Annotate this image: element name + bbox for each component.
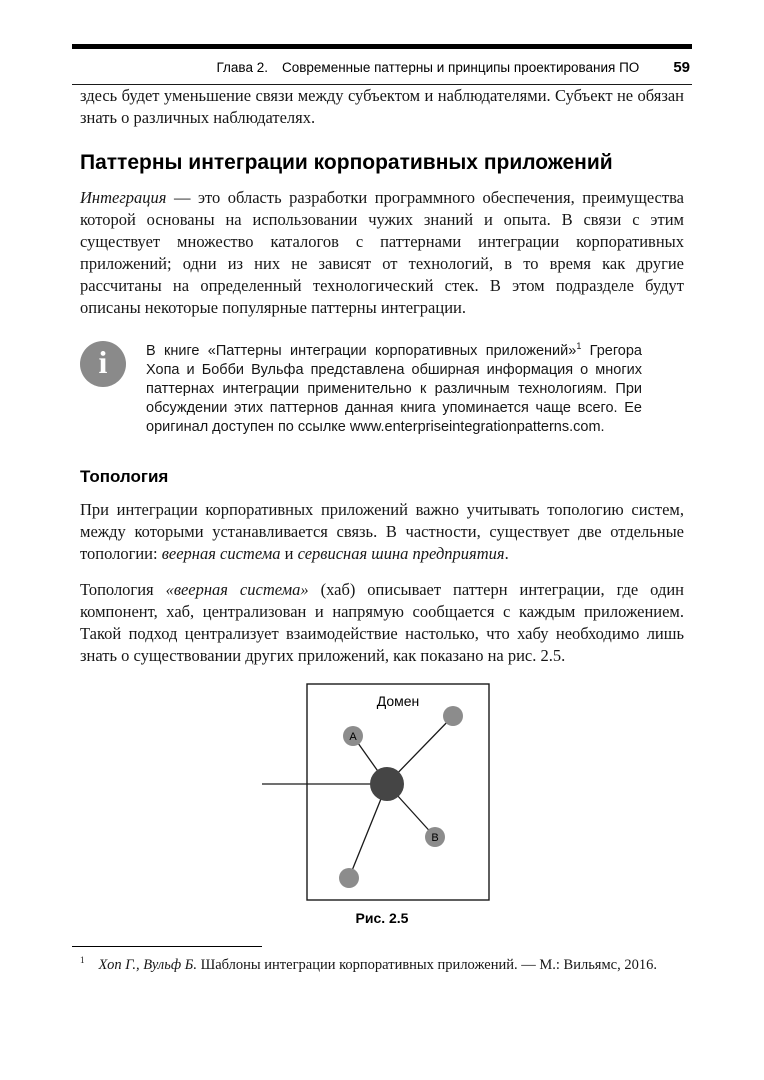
section-paragraph [80, 187, 684, 319]
intro-paragraph: здесь будет уменьшение связи между субъектом и наблюдателями. Субъект не обязан знать о различных наблюдателях. [80, 86, 684, 127]
topology-term-hub: веерная система [161, 544, 281, 563]
topology-p2-term: «веерная система» [165, 579, 309, 599]
topology-p1-part1: При интеграции корпоративных приложений важно учитывать топологию систем, между которыми устанавливается связь. В частности, существует две отдельные топологии: [80, 500, 684, 563]
note-text-part2: Грегора Хопа и Бобби Вульфа представлена обширная информация о многих паттернах интеграции применительно к различным технологиям. При обсуждении этих паттернов данная книга упоминается чаще всего. Ее оригинал доступен по ссылке www.enterpriseintegrationpatterns.com. [146, 342, 642, 435]
topology-heading: Топология [80, 467, 169, 487]
topology-p2-rest: (хаб) описывает паттерн интеграции, где один компонент, хаб, централизован и напрямую сообщается с каждым приложением. Такой подход централизует взаимодействие настолько, что хабу необходимо лишь знать о существовании других приложений, как показано на рис. 2.5. [80, 579, 685, 665]
section-lead-term: Интеграция [80, 187, 167, 207]
section-paragraph-rest: — это область разработки программного обеспечения, преимущества которой основаны на использовании чужих знаний и опыта. В связи с этим существует множество каталогов с паттернами интеграции корпоративных приложений; одни из них не зависят от технологий, в то время как другие рассчитаны на определенный технологический стек. В этом подразделе будут описаны некоторые популярные паттерны интеграции. [80, 187, 684, 317]
figure-caption: Рис. 2.5 [355, 909, 409, 926]
chapter-label: Глава 2. [216, 60, 268, 75]
domain-label: Домен [376, 692, 420, 709]
footnote-marker: 1 [80, 955, 85, 966]
running-head-title [216, 60, 639, 75]
figure-2-5 [80, 679, 684, 926]
footnote-body: Шаблоны интеграции корпоративных приложений. — М.: Вильямс, 2016. [196, 957, 657, 973]
footnote-text [72, 947, 692, 975]
topology-paragraph-1 [80, 499, 684, 565]
node-top-right [443, 706, 463, 726]
footnote [72, 946, 692, 975]
page-number: 59 [673, 59, 690, 76]
footnote-authors: Хоп Г., Вульф Б. [98, 957, 197, 973]
topology-p2-part1: Топология [80, 579, 166, 599]
topology-p1-end: . [504, 544, 509, 563]
topology-paragraph-2 [80, 579, 684, 667]
hub-spoke-diagram [252, 679, 502, 907]
info-note-text [146, 342, 684, 438]
topology-p1-mid: и [280, 544, 298, 563]
running-head [72, 44, 692, 85]
hub-node [370, 767, 404, 801]
note-text-part1: В книге «Паттерны интеграции корпоративных приложений» [146, 342, 577, 359]
topology-term-esb: сервисная шина предприятия [297, 544, 505, 563]
info-icon: i [80, 341, 126, 387]
chapter-title: Современные паттерны и принципы проектирования ПО [281, 60, 640, 75]
info-note [80, 341, 684, 438]
node-bottom-left [339, 868, 359, 888]
section-heading: Паттерны интеграции корпоративных приложений [80, 150, 613, 174]
note-footnote-ref: 1 [576, 340, 582, 351]
node-a-label: A [349, 730, 357, 743]
node-b-label: B [431, 831, 439, 844]
